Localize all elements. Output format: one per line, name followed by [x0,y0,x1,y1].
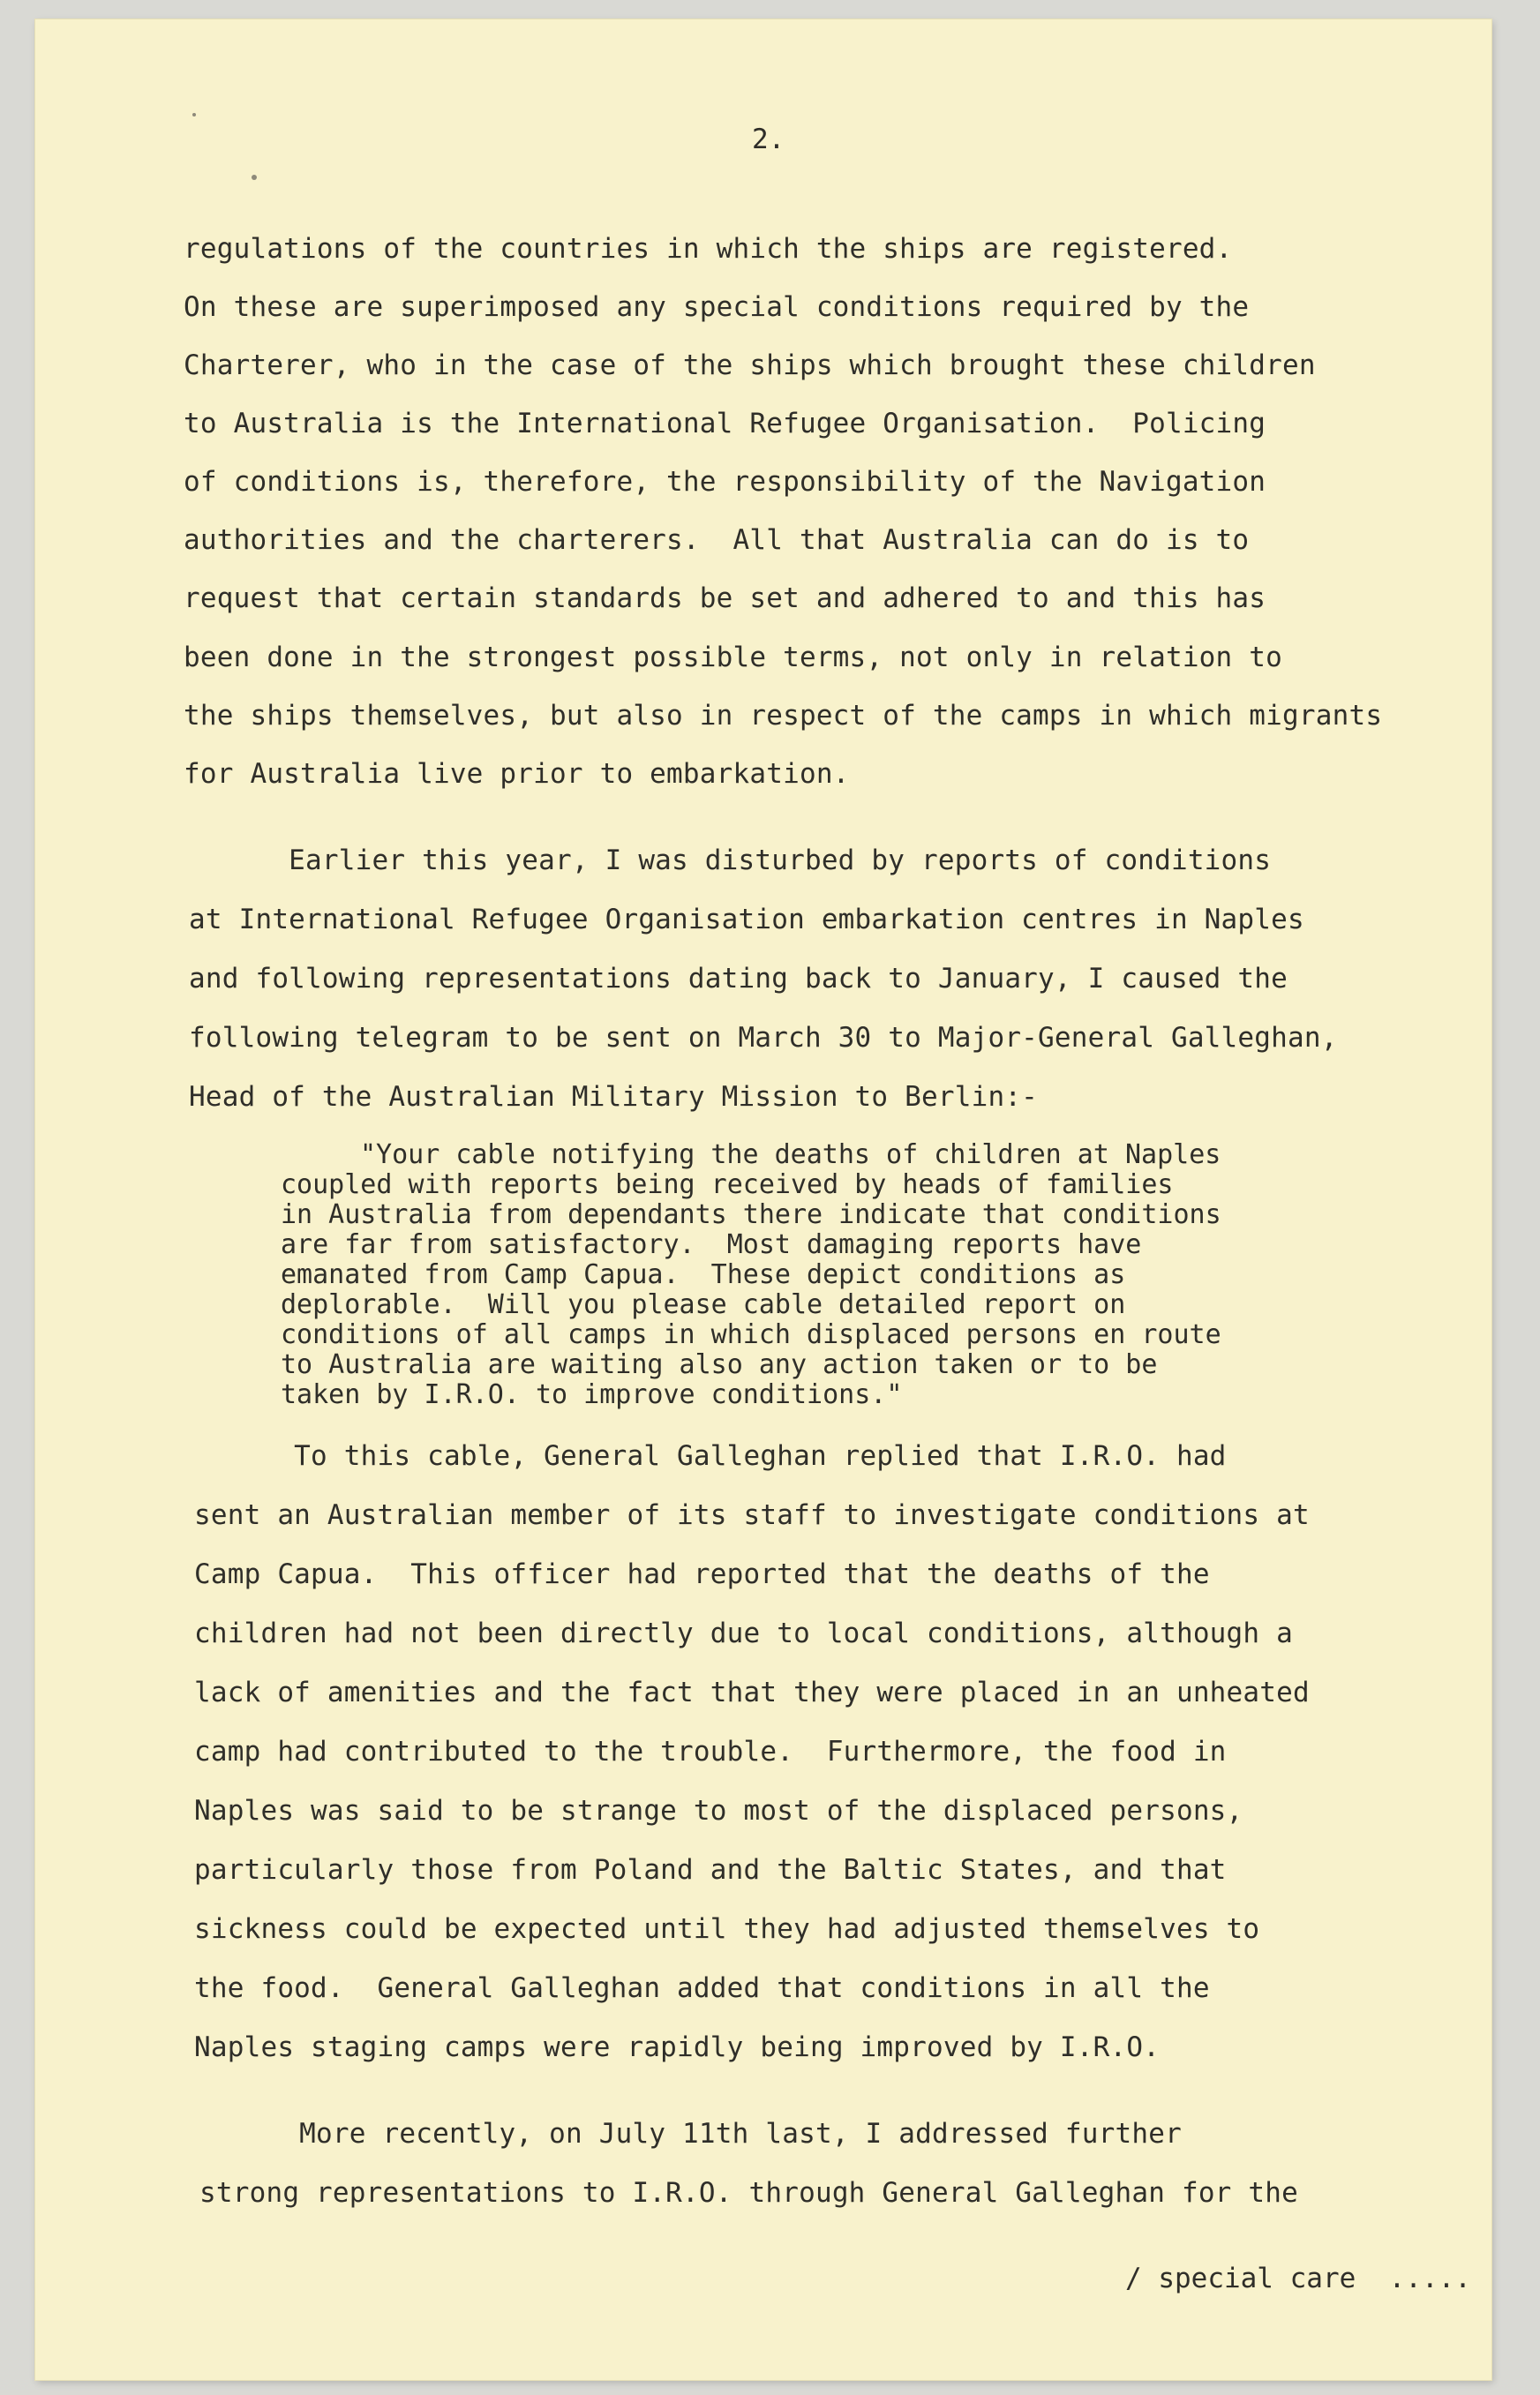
text-line: More recently, on July 11th last, I addressed further [199,2118,1182,2150]
text-line: to Australia is the International Refugee Organisation. Policing [184,408,1266,439]
text-line: and following representations dating back to January, I caused the [189,963,1288,995]
document-page [35,19,1491,2380]
text-line: the food. General Galleghan added that conditions in all the [194,1972,1210,2004]
text-line: sickness could be expected until they had adjusted themselves to [194,1913,1260,1945]
text-line: request that certain standards be set and adhered to and this has [184,582,1266,614]
text-line: Charterer, who in the case of the ships which brought these children [184,349,1316,381]
text-line: following telegram to be sent on March 30 to Major-General Galleghan, [189,1022,1338,1054]
text-line: Camp Capua. This officer had reported that the deaths of the [194,1558,1210,1590]
text-line: On these are superimposed any special conditions required by the [184,291,1250,323]
quote-line: in Australia from dependants there indicate that conditions [281,1199,1221,1230]
text-line: Earlier this year, I was disturbed by reports of conditions [189,845,1272,876]
text-line: children had not been directly due to local conditions, although a [194,1618,1293,1649]
quote-line: "Your cable notifying the deaths of children at Naples [360,1139,1221,1170]
text-line: authorities and the charterers. All that Australia can do is to [184,524,1250,556]
quote-line: are far from satisfactory. Most damaging reports have [281,1229,1142,1260]
text-line: lack of amenities and the fact that they were placed in an unheated [194,1677,1310,1708]
text-line: been done in the strongest possible terms, not only in relation to [184,642,1282,673]
paper-speck [192,113,196,116]
text-line: for Australia live prior to embarkation. [184,758,850,790]
text-line: regulations of the countries in which the ships are registered. [184,233,1233,265]
paper-speck [252,175,257,180]
quote-line: coupled with reports being received by heads of families [281,1169,1174,1200]
text-line: Naples staging camps were rapidly being improved by I.R.O. [194,2031,1161,2063]
text-line: at International Refugee Organisation embarkation centres in Naples [189,904,1304,935]
text-line: strong representations to I.R.O. through General Galleghan for the [199,2177,1298,2209]
text-line: of conditions is, therefore, the responsibility of the Navigation [184,466,1266,498]
quote-line: to Australia are waiting also any action taken or to be [281,1349,1158,1380]
text-line: Naples was said to be strange to most of the displaced persons, [194,1795,1243,1827]
page-number: 2. [752,124,785,155]
text-line: sent an Australian member of its staff to investigate conditions at [194,1499,1310,1531]
text-line: To this cable, General Galleghan replied that I.R.O. had [194,1440,1227,1472]
quote-line: taken by I.R.O. to improve conditions." [281,1379,903,1410]
catchword: / special care ..... [1125,2263,1471,2294]
quote-line: deplorable. Will you please cable detailed report on [281,1289,1126,1320]
quote-line: conditions of all camps in which displaced persons en route [281,1319,1221,1350]
text-line: particularly those from Poland and the Baltic States, and that [194,1854,1227,1886]
text-line: Head of the Australian Military Mission to Berlin:- [189,1081,1039,1113]
text-line: the ships themselves, but also in respect of the camps in which migrants [184,700,1383,732]
quote-line: emanated from Camp Capua. These depict conditions as [281,1259,1126,1290]
text-line: camp had contributed to the trouble. Furthermore, the food in [194,1736,1227,1768]
